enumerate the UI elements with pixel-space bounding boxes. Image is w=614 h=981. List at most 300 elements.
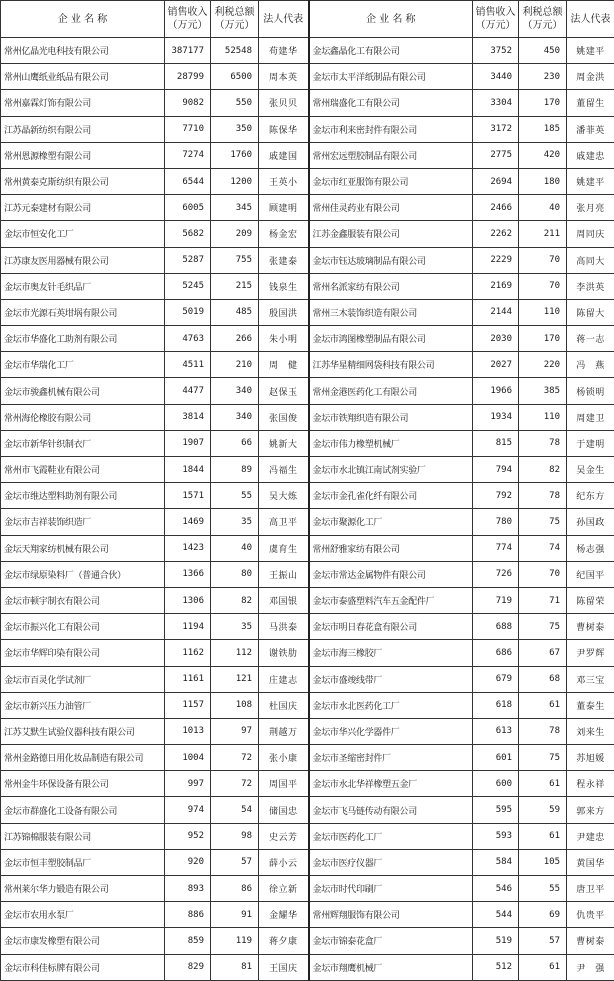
profit-tax-right: 59	[519, 797, 567, 823]
profit-tax-right: 78	[519, 483, 567, 509]
profit-tax-right: 70	[519, 273, 567, 299]
profit-tax-right: 78	[519, 718, 567, 744]
profit-tax-right: 211	[519, 221, 567, 247]
sales-revenue-right: 780	[473, 509, 519, 535]
sales-revenue-left: 28799	[165, 64, 211, 90]
company-name-right: 常州佳灵药业有限公司	[309, 195, 473, 221]
legal-rep-right: 苏旭媛	[567, 745, 614, 771]
legal-rep-right: 纪东方	[567, 483, 614, 509]
table-header	[1, 1, 614, 38]
company-name-left: 金坛市恒丰塑胶制品厂	[1, 849, 165, 875]
sales-revenue-left: 1162	[165, 640, 211, 666]
legal-rep-left: 蒋夕康	[259, 928, 309, 954]
profit-tax-right: 40	[519, 195, 567, 221]
profit-tax-right: 75	[519, 509, 567, 535]
profit-tax-right: 75	[519, 614, 567, 640]
profit-tax-left: 345	[211, 195, 259, 221]
profit-tax-left: 55	[211, 483, 259, 509]
table-row	[1, 797, 614, 823]
header-profit-unit: （万元）	[523, 20, 563, 31]
sales-revenue-right: 3304	[473, 90, 519, 116]
sales-revenue-left: 1571	[165, 483, 211, 509]
legal-rep-left: 冯福生	[259, 457, 309, 483]
company-name-left: 常州市飞霞鞋业有限公司	[1, 457, 165, 483]
legal-rep-right: 唐卫平	[567, 876, 614, 902]
sales-revenue-left: 4477	[165, 378, 211, 404]
profit-tax-left: 97	[211, 718, 259, 744]
sales-revenue-right: 2030	[473, 326, 519, 352]
company-name-right: 金坛市钰达玻璃制品有限公司	[309, 247, 473, 273]
legal-rep-left: 张贝贝	[259, 90, 309, 116]
profit-tax-right: 61	[519, 954, 567, 980]
company-name-right: 金坛市常达金属物件有限公司	[309, 561, 473, 587]
legal-rep-left: 苟建华	[259, 38, 309, 64]
profit-tax-left: 755	[211, 247, 259, 273]
profit-tax-left: 1760	[211, 142, 259, 168]
profit-tax-right: 75	[519, 745, 567, 771]
sales-revenue-right: 686	[473, 640, 519, 666]
company-name-left: 金坛市百灵化学试剂厂	[1, 666, 165, 692]
legal-rep-right: 纪国平	[567, 561, 614, 587]
profit-tax-right: 61	[519, 823, 567, 849]
sales-revenue-left: 7710	[165, 116, 211, 142]
profit-tax-left: 215	[211, 273, 259, 299]
legal-rep-left: 杜国庆	[259, 692, 309, 718]
company-name-right: 常州宏远塑胶制品有限公司	[309, 142, 473, 168]
legal-rep-right: 黄国华	[567, 849, 614, 875]
legal-rep-right: 仇贵平	[567, 902, 614, 928]
sales-revenue-right: 679	[473, 666, 519, 692]
legal-rep-right: 戚建忠	[567, 142, 614, 168]
profit-tax-left: 210	[211, 352, 259, 378]
sales-revenue-left: 886	[165, 902, 211, 928]
company-name-left: 金坛市吉祥装饰织造厂	[1, 509, 165, 535]
company-name-left: 金坛市维达塑料助剂有限公司	[1, 483, 165, 509]
profit-tax-left: 89	[211, 457, 259, 483]
profit-tax-right: 55	[519, 876, 567, 902]
sales-revenue-right: 815	[473, 430, 519, 456]
legal-rep-left: 王英小	[259, 168, 309, 194]
table-row	[1, 326, 614, 352]
company-name-left: 江苏康友医用器械有限公司	[1, 247, 165, 273]
sales-revenue-right: 2027	[473, 352, 519, 378]
profit-tax-left: 86	[211, 876, 259, 902]
legal-rep-right: 蒋一志	[567, 326, 614, 352]
table-row	[1, 849, 614, 875]
company-name-right: 金坛市医药化工厂	[309, 823, 473, 849]
sales-revenue-right: 613	[473, 718, 519, 744]
sales-revenue-right: 2144	[473, 299, 519, 325]
profit-tax-right: 385	[519, 378, 567, 404]
profit-tax-right: 78	[519, 430, 567, 456]
company-name-right: 金坛市锦泰花盒厂	[309, 928, 473, 954]
company-name-left: 常州金牛环保设备有限公司	[1, 771, 165, 797]
profit-tax-left: 6500	[211, 64, 259, 90]
profit-tax-left: 72	[211, 771, 259, 797]
profit-tax-left: 112	[211, 640, 259, 666]
table-row	[1, 457, 614, 483]
header-profit-label: 利税总额	[523, 7, 563, 18]
sales-revenue-left: 1469	[165, 509, 211, 535]
company-name-right: 常州名派家纺有限公司	[309, 273, 473, 299]
table-row	[1, 352, 614, 378]
company-name-right: 金坛市明日春花盒有限公司	[309, 614, 473, 640]
company-name-left: 金坛市群盛化工设备有限公司	[1, 797, 165, 823]
company-name-right: 金坛市太平洋纸制品有限公司	[309, 64, 473, 90]
profit-tax-left: 350	[211, 116, 259, 142]
legal-rep-left: 虞育生	[259, 535, 309, 561]
legal-rep-left: 戚建国	[259, 142, 309, 168]
table-row	[1, 614, 614, 640]
legal-rep-left: 钱泉生	[259, 273, 309, 299]
sales-revenue-right: 2229	[473, 247, 519, 273]
profit-tax-right: 67	[519, 640, 567, 666]
profit-tax-right: 220	[519, 352, 567, 378]
sales-revenue-left: 1194	[165, 614, 211, 640]
sales-revenue-right: 618	[473, 692, 519, 718]
sales-revenue-left: 1907	[165, 430, 211, 456]
table-row	[1, 587, 614, 613]
legal-rep-right: 董泰生	[567, 692, 614, 718]
company-name-left: 金坛市恒安化工厂	[1, 221, 165, 247]
profit-tax-right: 70	[519, 561, 567, 587]
legal-rep-right: 周同庆	[567, 221, 614, 247]
sales-revenue-left: 920	[165, 849, 211, 875]
profit-tax-left: 485	[211, 299, 259, 325]
profit-tax-left: 98	[211, 823, 259, 849]
profit-tax-left: 82	[211, 587, 259, 613]
company-name-left: 金坛市华瑞化工厂	[1, 352, 165, 378]
company-name-left: 金坛市奥友针毛织品厂	[1, 273, 165, 299]
profit-tax-left: 52548	[211, 38, 259, 64]
sales-revenue-right: 1966	[473, 378, 519, 404]
company-name-left: 金坛市骏鑫机械有限公司	[1, 378, 165, 404]
legal-rep-right: 孙国政	[567, 509, 614, 535]
header-sales-unit: （万元）	[168, 20, 208, 31]
profit-tax-left: 40	[211, 535, 259, 561]
profit-tax-right: 70	[519, 247, 567, 273]
sales-revenue-left: 1306	[165, 587, 211, 613]
company-name-left: 常州亿晶光电科技有限公司	[1, 38, 165, 64]
company-name-left: 金坛市华盛化工助剂有限公司	[1, 326, 165, 352]
legal-rep-left: 史云芳	[259, 823, 309, 849]
sales-revenue-left: 4511	[165, 352, 211, 378]
profit-tax-left: 81	[211, 954, 259, 980]
legal-rep-right: 尹罗辉	[567, 640, 614, 666]
table-row	[1, 509, 614, 535]
table-row	[1, 404, 614, 430]
legal-rep-right: 邓三宝	[567, 666, 614, 692]
legal-rep-left: 顾建明	[259, 195, 309, 221]
legal-rep-left: 赵保玉	[259, 378, 309, 404]
profit-tax-left: 340	[211, 378, 259, 404]
company-name-right: 金坛市利来密封件有限公司	[309, 116, 473, 142]
company-name-right: 金坛市华兴化学器件厂	[309, 718, 473, 744]
sales-revenue-right: 3440	[473, 64, 519, 90]
legal-rep-left: 周国平	[259, 771, 309, 797]
company-name-right: 金坛市时代印刷厂	[309, 876, 473, 902]
profit-tax-left: 1200	[211, 168, 259, 194]
profit-tax-right: 420	[519, 142, 567, 168]
profit-tax-left: 209	[211, 221, 259, 247]
profit-tax-right: 69	[519, 902, 567, 928]
sales-revenue-left: 6544	[165, 168, 211, 194]
company-name-right: 常州舒雅家纺有限公司	[309, 535, 473, 561]
profit-tax-right: 110	[519, 404, 567, 430]
table-row	[1, 299, 614, 325]
legal-rep-left: 朱小明	[259, 326, 309, 352]
profit-tax-right: 170	[519, 326, 567, 352]
legal-rep-left: 薛小云	[259, 849, 309, 875]
company-name-right: 常州金港医药化工有限公司	[309, 378, 473, 404]
table-row	[1, 561, 614, 587]
legal-rep-left: 张国俊	[259, 404, 309, 430]
company-name-left: 江苏元泰建材有限公司	[1, 195, 165, 221]
sales-revenue-right: 2262	[473, 221, 519, 247]
legal-rep-right: 于建明	[567, 430, 614, 456]
legal-rep-right: 尹建忠	[567, 823, 614, 849]
sales-revenue-left: 829	[165, 954, 211, 980]
legal-rep-right: 吴金生	[567, 457, 614, 483]
sales-revenue-left: 387177	[165, 38, 211, 64]
legal-rep-left: 马洪泰	[259, 614, 309, 640]
sales-revenue-left: 5245	[165, 273, 211, 299]
sales-revenue-right: 2775	[473, 142, 519, 168]
company-name-right: 江苏金鑫服装有限公司	[309, 221, 473, 247]
company-name-left: 金坛天翔家纺机械有限公司	[1, 535, 165, 561]
company-name-left: 江苏艾默生试验仪器科技有限公司	[1, 718, 165, 744]
company-name-right: 金坛市海三橡胶厂	[309, 640, 473, 666]
table-row	[1, 666, 614, 692]
header-rep-right: 法人代表	[567, 1, 614, 38]
legal-rep-left: 金耀华	[259, 902, 309, 928]
legal-rep-right: 郭来方	[567, 797, 614, 823]
profit-tax-right: 230	[519, 64, 567, 90]
company-name-left: 常州黄泰克斯纺织有限公司	[1, 168, 165, 194]
sales-revenue-right: 792	[473, 483, 519, 509]
company-name-left: 常州山鹰纸业纸品有限公司	[1, 64, 165, 90]
company-name-right: 金坛市飞马链传动有限公司	[309, 797, 473, 823]
company-name-left: 常州海伦橡胶有限公司	[1, 404, 165, 430]
profit-tax-right: 185	[519, 116, 567, 142]
table-row	[1, 902, 614, 928]
table-row	[1, 168, 614, 194]
table-row	[1, 116, 614, 142]
company-name-right: 金坛市圣缩密封件厂	[309, 745, 473, 771]
sales-revenue-right: 584	[473, 849, 519, 875]
legal-rep-right: 潘菲英	[567, 116, 614, 142]
legal-rep-left: 王振山	[259, 561, 309, 587]
profit-tax-right: 450	[519, 38, 567, 64]
legal-rep-right: 姚建平	[567, 168, 614, 194]
sales-revenue-left: 7274	[165, 142, 211, 168]
legal-rep-right: 周金洪	[567, 64, 614, 90]
company-name-left: 金坛市新兴压力油管厂	[1, 692, 165, 718]
table-row	[1, 954, 614, 980]
company-name-left: 金坛市顿宇制衣有限公司	[1, 587, 165, 613]
legal-rep-right: 冯 燕	[567, 352, 614, 378]
legal-rep-right: 高同大	[567, 247, 614, 273]
header-sales-label: 销售收入	[168, 7, 208, 18]
profit-tax-right: 74	[519, 535, 567, 561]
table-row	[1, 718, 614, 744]
sales-revenue-left: 859	[165, 928, 211, 954]
header-rep-left: 法人代表	[259, 1, 309, 38]
header-sales-right	[473, 1, 519, 38]
company-name-right: 常州辉翔服饰有限公司	[309, 902, 473, 928]
profit-tax-left: 340	[211, 404, 259, 430]
profit-tax-right: 180	[519, 168, 567, 194]
header-profit-unit: （万元）	[215, 20, 255, 31]
company-name-left: 金坛市绿原染料厂（普通合伙）	[1, 561, 165, 587]
sales-revenue-right: 1934	[473, 404, 519, 430]
table-row	[1, 195, 614, 221]
legal-rep-right: 李洪英	[567, 273, 614, 299]
table-row	[1, 692, 614, 718]
profit-tax-left: 108	[211, 692, 259, 718]
legal-rep-left: 谢铁肋	[259, 640, 309, 666]
company-name-left: 江苏晶新纺织有限公司	[1, 116, 165, 142]
table-row	[1, 64, 614, 90]
table-row	[1, 142, 614, 168]
legal-rep-right: 陈留大	[567, 299, 614, 325]
sales-revenue-right: 688	[473, 614, 519, 640]
profit-tax-right: 61	[519, 771, 567, 797]
sales-revenue-right: 601	[473, 745, 519, 771]
legal-rep-right: 杨志强	[567, 535, 614, 561]
profit-tax-right: 82	[519, 457, 567, 483]
sales-revenue-right: 593	[473, 823, 519, 849]
company-name-right: 金坛市聚源化工厂	[309, 509, 473, 535]
profit-tax-left: 91	[211, 902, 259, 928]
profit-tax-left: 35	[211, 509, 259, 535]
table-row	[1, 378, 614, 404]
profit-tax-left: 80	[211, 561, 259, 587]
profit-tax-right: 57	[519, 928, 567, 954]
legal-rep-left: 陈保华	[259, 116, 309, 142]
company-name-left: 常州金路德日用化妆品制造有限公司	[1, 745, 165, 771]
company-name-right: 江苏华星精细网袋科技有限公司	[309, 352, 473, 378]
table-row	[1, 90, 614, 116]
company-name-left: 金坛市华辉印染有限公司	[1, 640, 165, 666]
header-profit-left	[211, 1, 259, 38]
legal-rep-right: 程永祥	[567, 771, 614, 797]
company-name-left: 常州莱尔华力锻造有限公司	[1, 876, 165, 902]
profit-tax-left: 72	[211, 745, 259, 771]
legal-rep-left: 杨金宏	[259, 221, 309, 247]
company-name-right: 金坛市翔鹰机械厂	[309, 954, 473, 980]
sales-revenue-left: 893	[165, 876, 211, 902]
sales-revenue-left: 5287	[165, 247, 211, 273]
sales-revenue-left: 1013	[165, 718, 211, 744]
sales-revenue-right: 544	[473, 902, 519, 928]
company-name-left: 江苏锦棉服装有限公司	[1, 823, 165, 849]
profit-tax-left: 550	[211, 90, 259, 116]
table-row	[1, 430, 614, 456]
table-row	[1, 247, 614, 273]
sales-revenue-left: 1366	[165, 561, 211, 587]
sales-revenue-right: 774	[473, 535, 519, 561]
legal-rep-left: 高卫平	[259, 509, 309, 535]
company-name-right: 金坛市盛竣线带厂	[309, 666, 473, 692]
legal-rep-right: 姚建平	[567, 38, 614, 64]
sales-revenue-right: 519	[473, 928, 519, 954]
company-name-left: 金坛市振兴化工有限公司	[1, 614, 165, 640]
sales-revenue-right: 546	[473, 876, 519, 902]
sales-revenue-left: 1161	[165, 666, 211, 692]
legal-rep-right: 董留生	[567, 90, 614, 116]
sales-revenue-left: 1157	[165, 692, 211, 718]
table-row	[1, 928, 614, 954]
legal-rep-right: 尹 强	[567, 954, 614, 980]
table-row	[1, 483, 614, 509]
sales-revenue-right: 2466	[473, 195, 519, 221]
sales-revenue-right: 2694	[473, 168, 519, 194]
sales-revenue-right: 3752	[473, 38, 519, 64]
table-row	[1, 38, 614, 64]
company-name-left: 常州嘉霖灯饰有限公司	[1, 90, 165, 116]
header-sales-label: 销售收入	[476, 7, 516, 18]
legal-rep-left: 储国忠	[259, 797, 309, 823]
company-name-right: 金坛市水北华祥橡塑五金厂	[309, 771, 473, 797]
legal-rep-left: 徐立新	[259, 876, 309, 902]
profit-tax-right: 71	[519, 587, 567, 613]
table-row	[1, 640, 614, 666]
sales-revenue-left: 4763	[165, 326, 211, 352]
header-profit-right	[519, 1, 567, 38]
table-row	[1, 745, 614, 771]
table-row	[1, 535, 614, 561]
legal-rep-right: 周建卫	[567, 404, 614, 430]
sales-revenue-left: 9082	[165, 90, 211, 116]
sales-revenue-left: 6005	[165, 195, 211, 221]
legal-rep-left: 吴大炼	[259, 483, 309, 509]
legal-rep-left: 周 健	[259, 352, 309, 378]
sales-revenue-left: 3814	[165, 404, 211, 430]
company-name-right: 金坛市水北镇江南试剂实验厂	[309, 457, 473, 483]
sales-revenue-right: 600	[473, 771, 519, 797]
company-name-right: 常州瑞盛化工有限公司	[309, 90, 473, 116]
company-name-left: 金坛市光源石英坩埚有限公司	[1, 299, 165, 325]
profit-tax-left: 266	[211, 326, 259, 352]
profit-tax-left: 54	[211, 797, 259, 823]
profit-tax-left: 121	[211, 666, 259, 692]
profit-tax-right: 110	[519, 299, 567, 325]
sales-revenue-right: 595	[473, 797, 519, 823]
header-company-right: 企 业 名 称	[309, 1, 473, 38]
profit-tax-left: 66	[211, 430, 259, 456]
header-profit-label: 利税总额	[215, 7, 255, 18]
legal-rep-right: 刘来生	[567, 718, 614, 744]
legal-rep-left: 殷国洪	[259, 299, 309, 325]
profit-tax-right: 170	[519, 90, 567, 116]
profit-tax-left: 35	[211, 614, 259, 640]
sales-revenue-left: 997	[165, 771, 211, 797]
sales-revenue-right: 719	[473, 587, 519, 613]
table-body	[1, 38, 614, 981]
company-name-left: 常州恩源橡塑有限公司	[1, 142, 165, 168]
company-name-right: 金坛市水北医药化工厂	[309, 692, 473, 718]
profit-tax-right: 68	[519, 666, 567, 692]
sales-revenue-left: 952	[165, 823, 211, 849]
sales-revenue-left: 1423	[165, 535, 211, 561]
table-row	[1, 273, 614, 299]
header-sales-unit: （万元）	[476, 20, 516, 31]
legal-rep-right: 杨锁明	[567, 378, 614, 404]
profit-tax-left: 119	[211, 928, 259, 954]
sales-revenue-right: 3172	[473, 116, 519, 142]
company-name-right: 金坛鑫晶化工有限公司	[309, 38, 473, 64]
